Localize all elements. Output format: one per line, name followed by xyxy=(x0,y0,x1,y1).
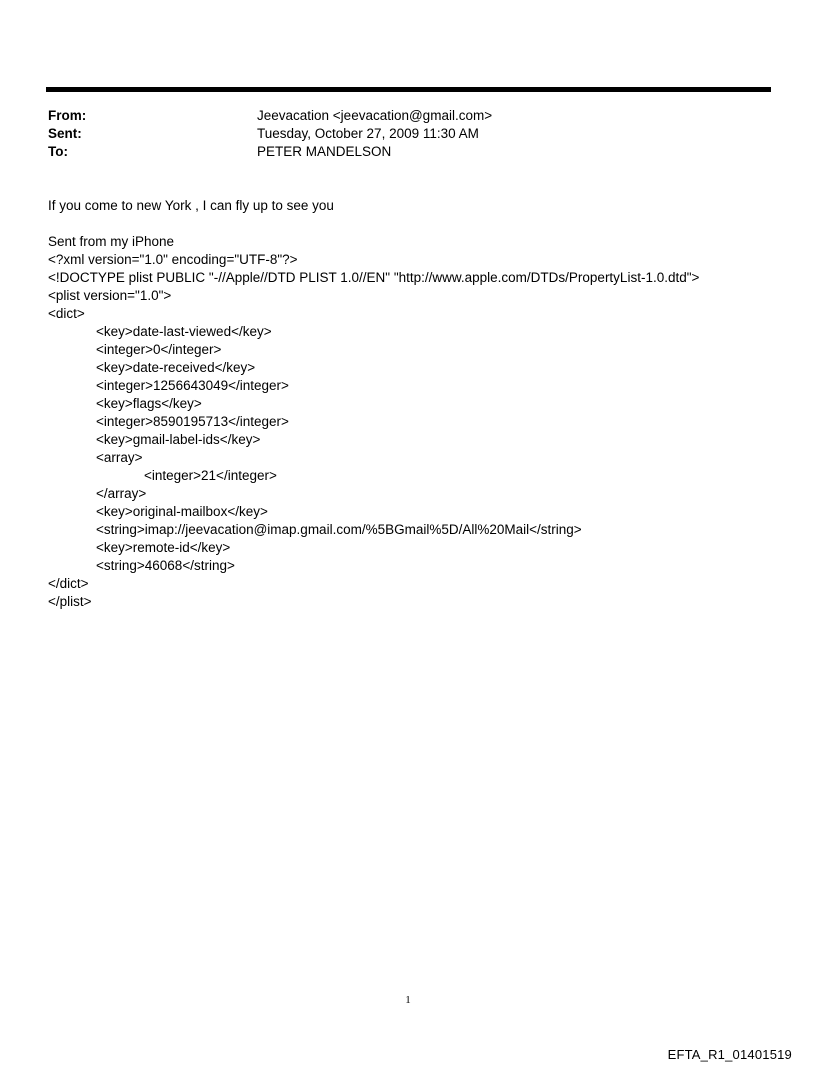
doctype-line: <!DOCTYPE plist PUBLIC "-//Apple//DTD PLIST 1.0//EN" "http://www.apple.com/DTDs/PropertyList-1.0.dtd"> xyxy=(48,270,700,285)
page-number: 1 xyxy=(405,994,411,1006)
message-text: If you come to new York , I can fly up to see you xyxy=(48,198,334,213)
plist-line: <key>original-mailbox</key> xyxy=(96,504,268,519)
paragraph-gap xyxy=(48,215,768,233)
plist-line: <key>date-last-viewed</key> xyxy=(96,324,272,339)
from-label: From: xyxy=(48,108,87,123)
plist-line: <key>flags</key> xyxy=(96,396,202,411)
plist-line: <array> xyxy=(96,450,143,465)
plist-line: <key>gmail-label-ids</key> xyxy=(96,432,261,447)
sent-value: Tuesday, October 27, 2009 11:30 AM xyxy=(257,126,479,141)
document-id: EFTA_R1_01401519 xyxy=(667,1047,792,1062)
from-value: Jeevacation <jeevacation@gmail.com> xyxy=(257,108,493,123)
sent-row xyxy=(48,125,748,143)
to-row xyxy=(48,143,748,161)
plist-close: </plist> xyxy=(48,594,92,609)
plist-line: <key>date-received</key> xyxy=(96,360,256,375)
plist-line: <key>remote-id</key> xyxy=(96,540,231,555)
plist-line: </array> xyxy=(96,486,147,501)
email-body xyxy=(48,197,768,611)
plist-open: <plist version="1.0"> xyxy=(48,288,172,303)
plist-line: <string>46068</string> xyxy=(96,558,235,573)
from-row xyxy=(48,107,748,125)
dict-close: </dict> xyxy=(48,576,89,591)
plist-line: <integer>8590195713</integer> xyxy=(96,414,289,429)
plist-line: <integer>0</integer> xyxy=(96,342,222,357)
sent-label: Sent: xyxy=(48,126,82,141)
header-rule xyxy=(46,87,771,92)
to-label: To: xyxy=(48,144,68,159)
signature-text: Sent from my iPhone xyxy=(48,234,175,249)
plist-line: <string>imap://jeevacation@imap.gmail.com/%5BGmail%5D/All%20Mail</string> xyxy=(96,522,582,537)
email-header xyxy=(48,107,748,161)
xml-declaration: <?xml version="1.0" encoding="UTF-8"?> xyxy=(48,252,298,267)
dict-open: <dict> xyxy=(48,306,85,321)
plist-line: <integer>1256643049</integer> xyxy=(96,378,289,393)
to-value: PETER MANDELSON xyxy=(257,144,392,159)
plist-line: <integer>21</integer> xyxy=(144,468,277,483)
